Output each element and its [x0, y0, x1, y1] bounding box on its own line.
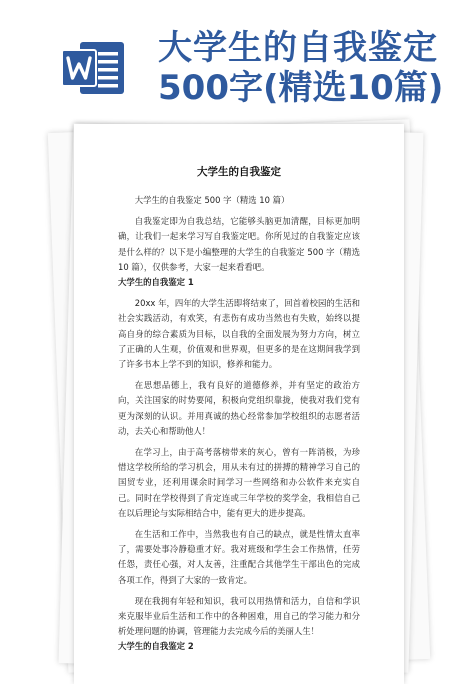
section-heading: 大学生的自我鉴定 1 [118, 277, 194, 288]
document-page [74, 124, 404, 684]
document-body [118, 193, 360, 655]
word-document-icon [62, 38, 128, 98]
document-title: 大学生的自我鉴定 [197, 166, 281, 178]
paragraph: 在学习上，由于高考落榜带来的灰心，曾有一阵消极，为珍惜这学校所给的学习机会，用从未有过的拼搏的精神学习自己的国贸专业，还利用课余时间学习一些网络和办公软件来充实自己。同时在学校得到了肯定连或三年学校的奖学金，我相信自己在以后理论与实际相结合中，能有更大的进步提高。 [118, 447, 360, 518]
paragraph: 大学生的自我鉴定 500 字（精选 10 篇） [134, 195, 290, 205]
paragraph: 在思想品德上，我有良好的道德修养，并有坚定的政治方向，关注国家的时势要闻，积极向党组织靠拢，使我对我们党有更为深刻的认识。并用真诚的热心经常参加学校组织的志愿者活动，去关心和帮助他人！ [118, 380, 360, 436]
document-preview [0, 108, 474, 669]
banner-title-line2: 500字(精选10篇) [158, 68, 444, 108]
banner-title [158, 28, 468, 108]
paragraph: 20xx 年，四年的大学生活即将结束了，回首着校园的生活和社会实践活动，有欢笑，有悲伤有成功当然也有失败，始终以提高自身的综合素质为目标，以自我的全面发展为努力方向，树立了正确的人生观，价值观和世界观，但更多的是在这期间我学到了许多书本上学不到的知识，修养和能力。 [118, 298, 360, 370]
banner-title-line1: 大学生的自我鉴定 [158, 28, 438, 68]
paragraph: 现在我拥有年轻和知识，我可以用热情和活力，自信和学识来克服毕业后生活和工作中的各种困难，用自己的学习能力和分析处理问题的协调，管理能力去完成今后的美丽人生！ [118, 595, 360, 637]
section-heading: 大学生的自我鉴定 2 [118, 641, 194, 652]
banner [0, 0, 474, 110]
paragraph: 自我鉴定即为自我总结，它能够头脑更加清醒，目标更加明确，让我们一起来学习写自我鉴定吧。你所见过的自我鉴定应该是什么样的？以下是小编整理的大学生的自我鉴定 500 字（精选 10 篇），仅供参考，大家一起来看看吧。 [118, 216, 360, 272]
paragraph: 在生活和工作中，当然我也有自己的缺点，就是性情太直率了，需要处事冷静稳重才好。我对班级和学生会工作热情，任劳任怨，责任心强，对人友善，注重配合其他学生干部出色的完成各项工作，得到了大家的一致肯定。 [118, 529, 360, 585]
